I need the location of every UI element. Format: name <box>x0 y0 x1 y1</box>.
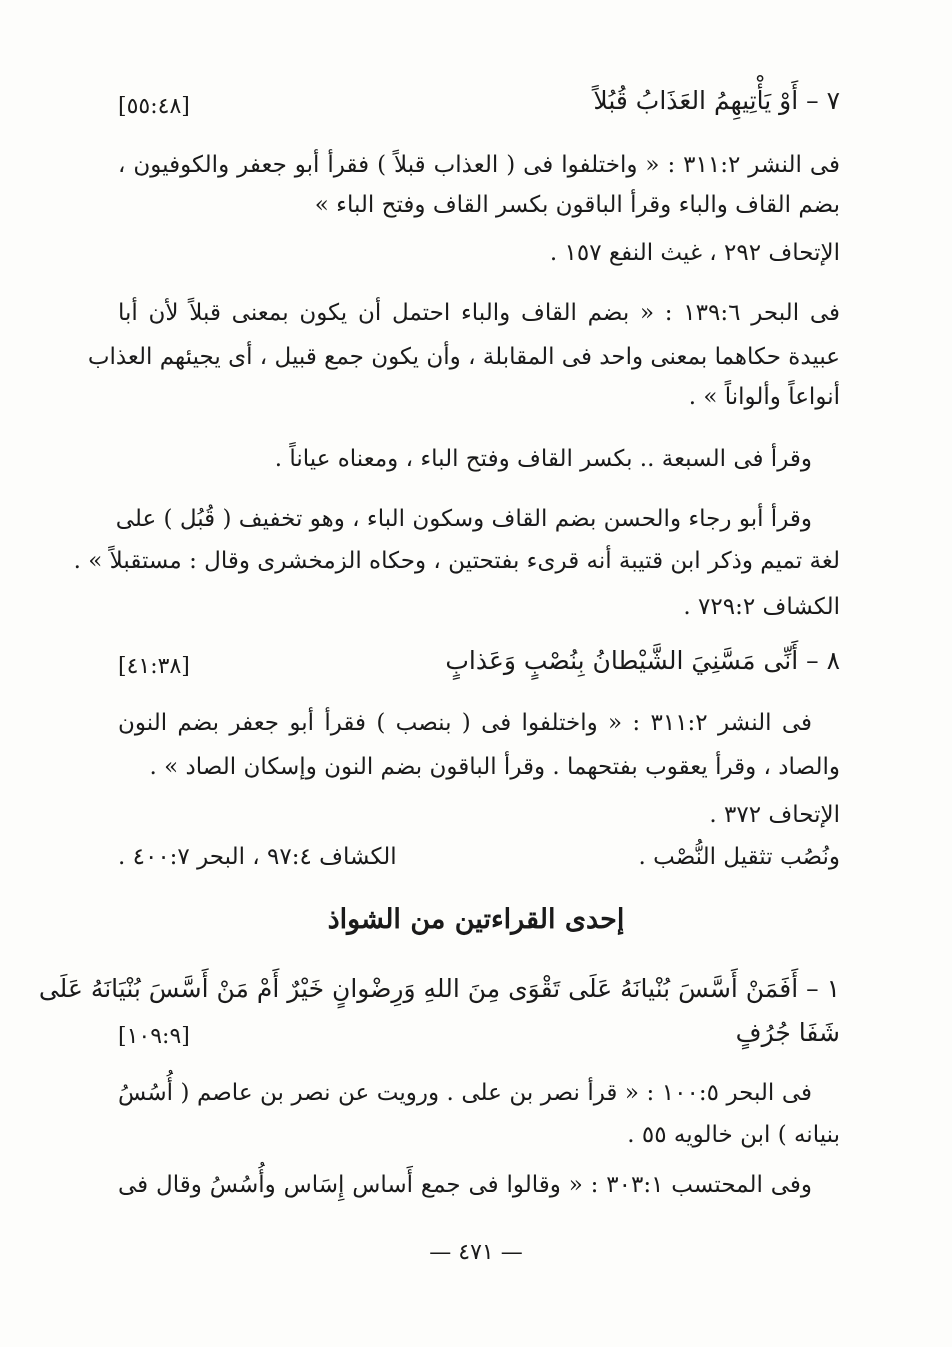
text-line: فى النشر ٣١١:٢ : « واختلفوا فى ( العذاب قبلاً ) فقرأ أبو جعفر والكوفيون ، <box>118 152 840 178</box>
text-line: لغة تميم وذكر ابن قتيبة أنه قرىء بفتحتين ، وحكاه الزمخشرى وقال : مستقبلاً » . <box>73 548 840 574</box>
verse-reference: [١٠٩:٩] <box>118 1024 190 1049</box>
text-line: والصاد ، وقرأ يعقوب بفتحهما . وقرأ الباقون بضم النون وإسكان الصاد » . <box>149 754 840 780</box>
citation-line: الإتحاف ٢٩٢ ، غيث النفع ١٥٧ . <box>549 240 840 266</box>
text-line: بضم القاف والباء وقرأ الباقون بكسر القاف وفتح الباء » <box>314 192 840 218</box>
text-line: فى البحر ١٣٩:٦ : « بضم القاف والباء احتمل أن يكون بمعنى قبلاً لأن أبا <box>118 300 840 326</box>
text-line: وفى المحتسب ٣٠٣:١ : « وقالوا فى جمع أَساس إِسَاس وأُسُسُ وقال فى <box>118 1172 813 1198</box>
verse-line: ٧ – أَوْ يَأْتِيهِمُ العَذَابُ قُبُلاً <box>593 86 840 115</box>
text-line: أنواعاً وألواناً » . <box>688 384 840 410</box>
verse-line: ١ – أَفَمَنْ أَسَّسَ بُنْيانَهُ عَلَى تَقْوَى مِنَ اللهِ وَرِضْوانٍ خَيْرٌ أَمْ مَنْ أَسَّسَ بُنْيَانَهُ عَلَى <box>38 974 840 1003</box>
citation-line: الكشاف ٧٢٩:٢ . <box>683 594 840 620</box>
citation-line: الكشاف ٩٧:٤ ، البحر ٤٠٠:٧ . <box>118 844 397 870</box>
text-line: ونُصُب تثقيل النُّصْب . <box>638 844 840 870</box>
page-number: — ٤٧١ — <box>429 1240 523 1265</box>
text-line: بنيانه ) ابن خالويه ٥٥ . <box>627 1122 840 1148</box>
text-line: وقرأ فى السبعة .. بكسر القاف وفتح الباء ، ومعناه عياناً . <box>274 446 812 472</box>
verse-reference: [٤١:٣٨] <box>118 654 190 679</box>
section-heading: إحدى القراءتين من الشواذ <box>327 904 625 935</box>
text-line: عبيدة حكاهما بمعنى واحد فى المقابلة ، وأن يكون جمع قبيل ، أى يجيئهم العذاب <box>87 344 840 370</box>
text-line: وقرأ أبو رجاء والحسن بضم القاف وسكون الباء ، وهو تخفيف ( قُبُل ) على <box>115 506 812 532</box>
verse-line: ٨ – أَنِّى مَسَّنِيَ الشَّيْطانُ بِنُصْبٍ وَعَذابٍ <box>445 646 840 675</box>
text-line: فى النشر ٣١١:٢ : « واختلفوا فى ( بنصب ) فقرأ أبو جعفر بضم النون <box>118 710 813 736</box>
text-line: فى البحر ١٠٠:٥ : « قرأ نصر بن على . ورويت عن نصر بن عاصم ( أُسُسُ <box>118 1080 812 1106</box>
citation-line: الإتحاف ٣٧٢ . <box>709 802 840 828</box>
verse-reference: [٥٥:٤٨] <box>118 94 190 119</box>
verse-line: شَفَا جُرُفٍ <box>735 1018 840 1047</box>
